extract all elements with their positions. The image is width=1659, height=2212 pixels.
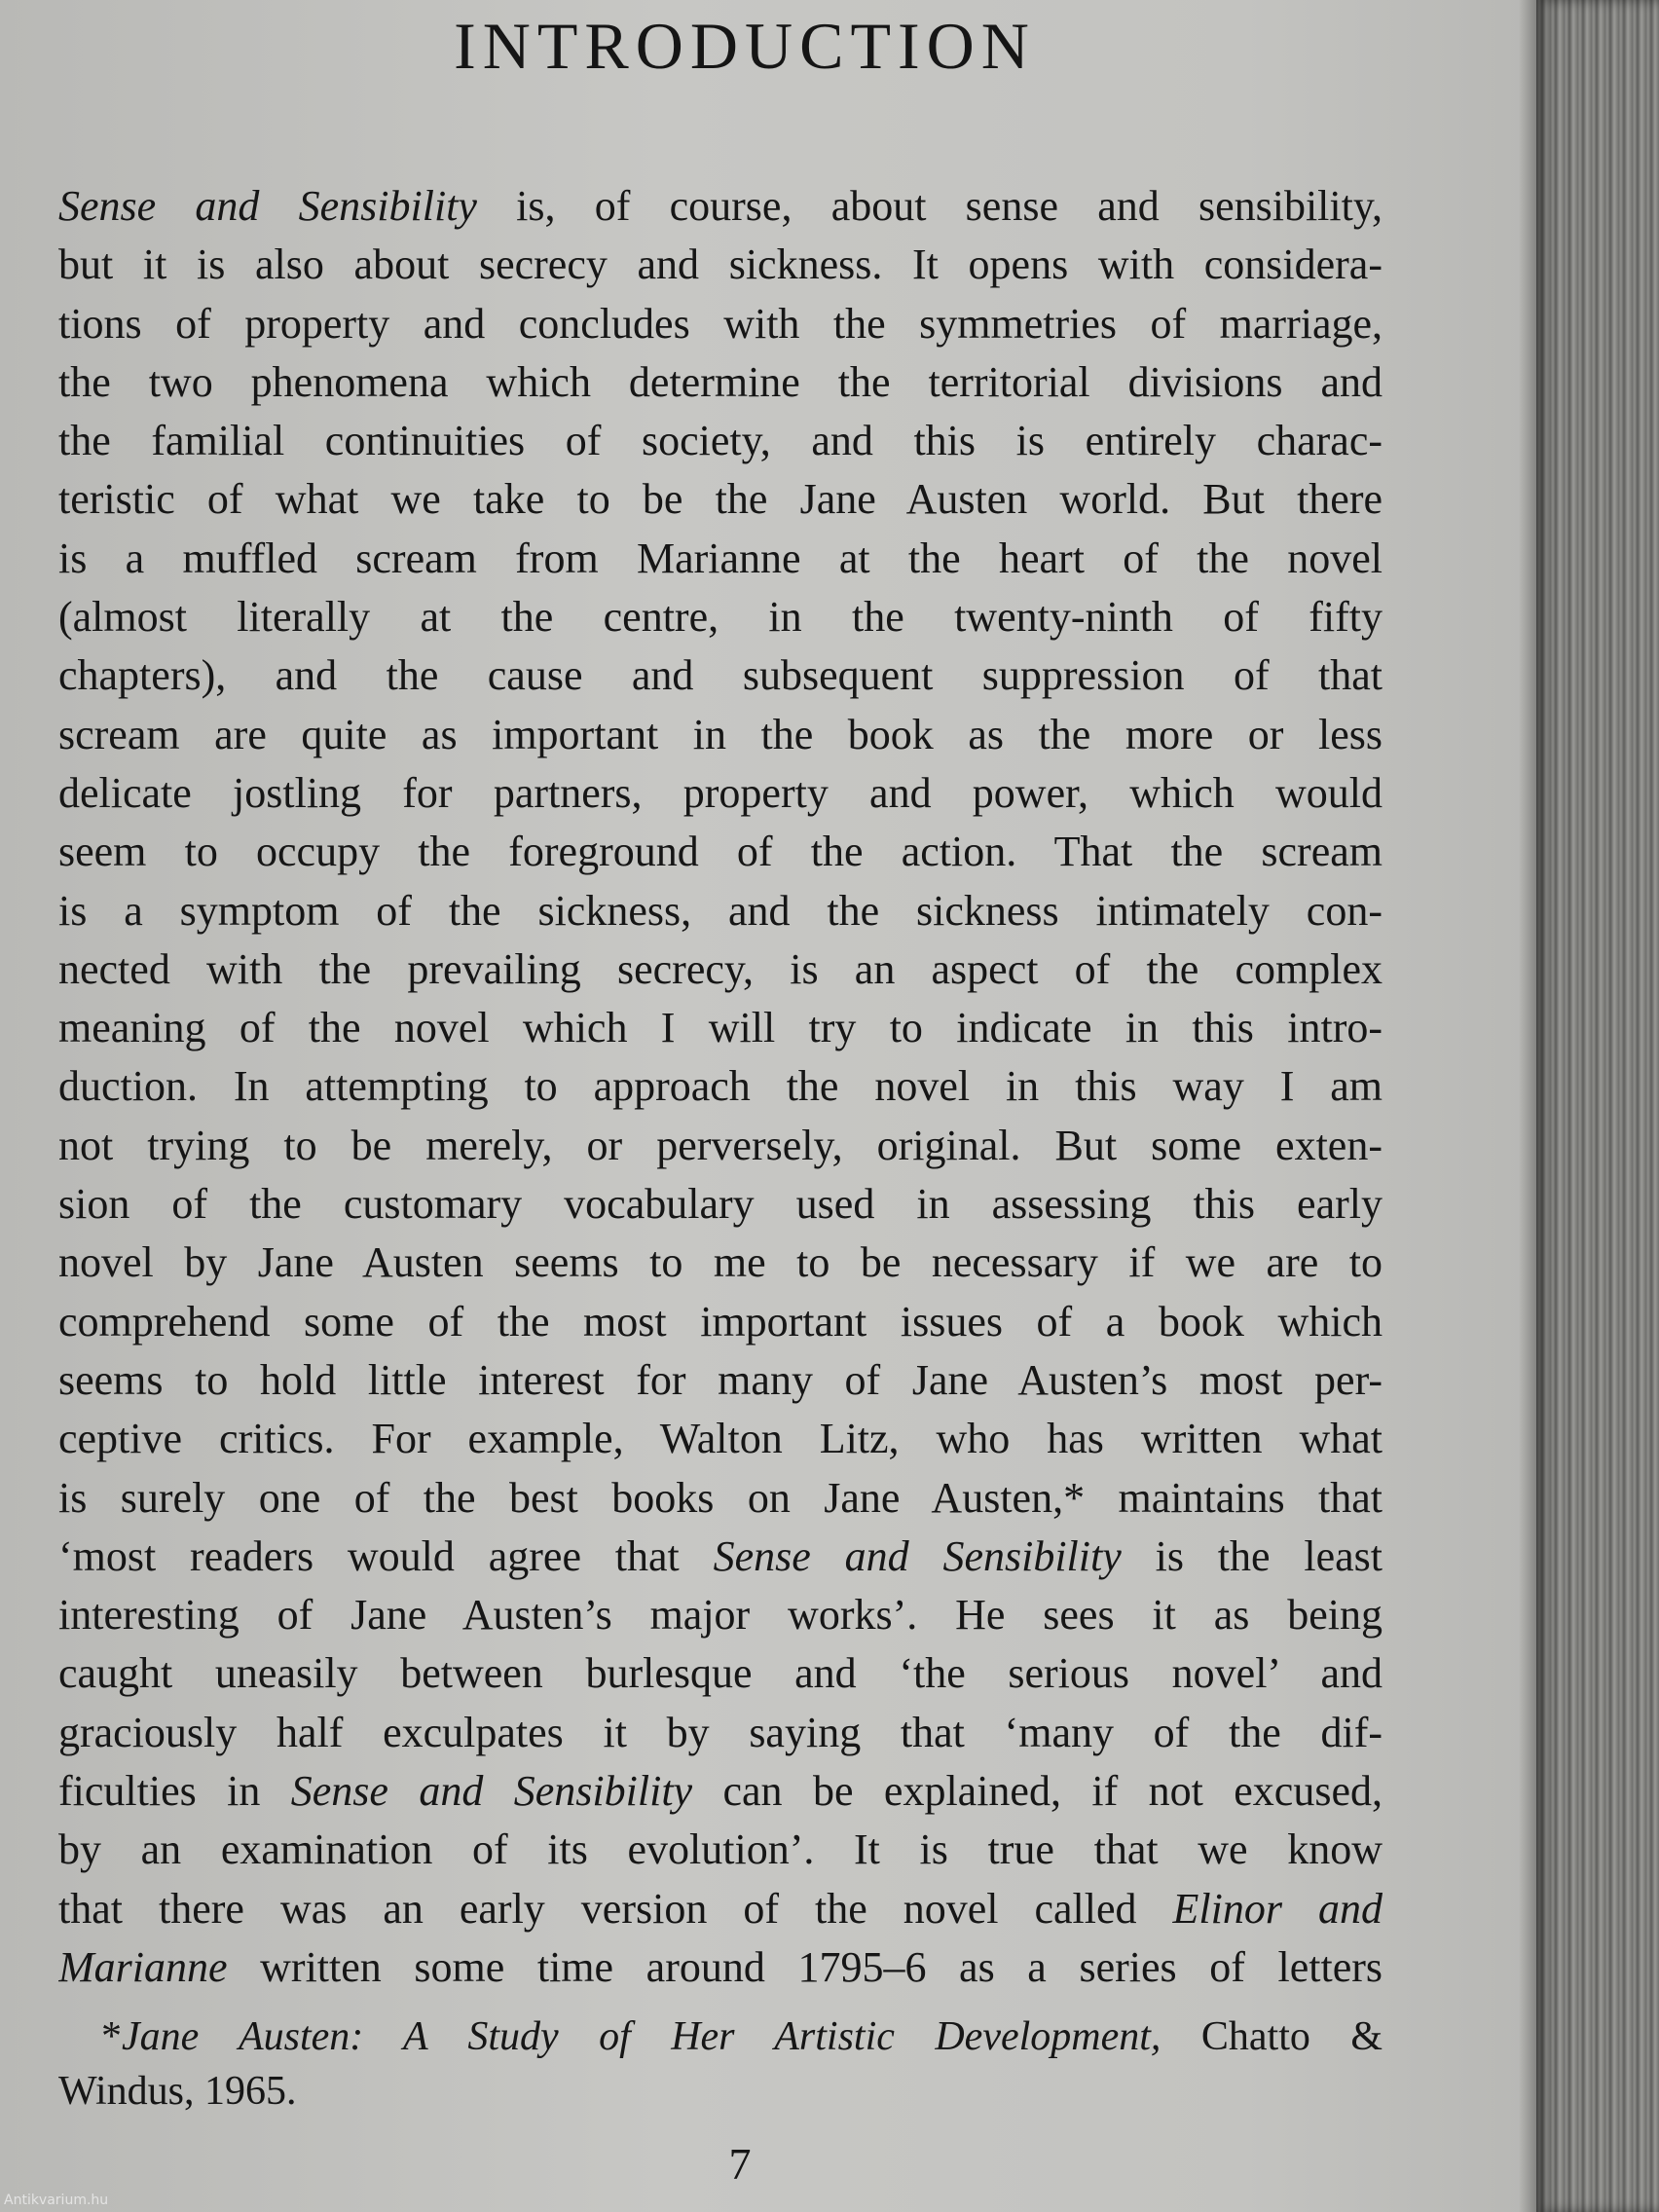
footnote xyxy=(58,2009,1382,2119)
body-line xyxy=(58,1410,1382,1468)
body-line xyxy=(58,940,1382,999)
footnote-line xyxy=(58,2064,1382,2119)
body-text: scream are quite as important in the book as the more or less xyxy=(58,710,1382,758)
body-text: by an examination of its evolution’. It is true that we know xyxy=(58,1825,1382,1874)
body-line xyxy=(58,1938,1382,1997)
body-text: novel by Jane Austen seems to me to be necessary if we are to xyxy=(58,1238,1382,1287)
body-line xyxy=(58,295,1382,353)
body-line xyxy=(58,1175,1382,1234)
body-line xyxy=(58,646,1382,705)
body-line xyxy=(58,1057,1382,1116)
body-text: graciously half exculpates it by saying that ‘many of the dif- xyxy=(58,1708,1382,1756)
body-text: the two phenomena which determine the territorial divisions and xyxy=(58,357,1382,406)
body-text: chapters), and the cause and subsequent suppression of that xyxy=(58,651,1382,700)
body-line xyxy=(58,530,1382,588)
book-page xyxy=(58,0,1382,2212)
chapter-heading: INTRODUCTION xyxy=(454,9,1036,83)
footnote-italic-title: Jane Austen: A Study of Her Artistic Development, xyxy=(122,2014,1161,2059)
body-line xyxy=(58,764,1382,823)
footnote-text: Chatto & xyxy=(1161,2014,1382,2059)
body-line xyxy=(58,1586,1382,1644)
body-text: not trying to be merely, or perversely, original. But some exten- xyxy=(58,1121,1382,1169)
body-text: ficulties in xyxy=(58,1767,291,1816)
body-text: comprehend some of the most important issues of a book which xyxy=(58,1297,1382,1346)
body-text: but it is also about secrecy and sickness. It opens with considera- xyxy=(58,240,1382,289)
body-text: can be explained, if not excused, xyxy=(692,1767,1382,1816)
body-text: is, of course, about sense and sensibility, xyxy=(476,182,1382,230)
body-text: sion of the customary vocabulary used in assessing this early xyxy=(58,1180,1382,1229)
body-line xyxy=(58,999,1382,1057)
body-line xyxy=(58,1293,1382,1351)
body-line xyxy=(58,1821,1382,1879)
body-text: teristic of what we take to be the Jane Austen world. But there xyxy=(58,475,1382,524)
body-text: (almost literally at the centre, in the twenty-ninth of fifty xyxy=(58,593,1382,642)
body-italic-title: Sense and Sensibility xyxy=(713,1531,1122,1580)
body-text: nected with the prevailing secrecy, is an aspect of the complex xyxy=(58,944,1382,993)
footnote-text: * xyxy=(101,2014,122,2059)
body-text: ‘most readers would agree that xyxy=(58,1531,714,1580)
body-text: written some time around 1795–6 as a series of letters xyxy=(227,1942,1382,1991)
body-text: tions of property and concludes with the symmetries of marriage, xyxy=(58,299,1382,348)
body-line xyxy=(58,1117,1382,1175)
body-line xyxy=(58,1351,1382,1410)
body-line xyxy=(58,588,1382,646)
page-number: 7 xyxy=(728,2139,752,2189)
body-line xyxy=(58,1469,1382,1528)
body-text: duction. In attempting to approach the novel in this way I am xyxy=(58,1062,1382,1111)
body-line xyxy=(58,353,1382,412)
body-text: ceptive critics. For example, Walton Litz, who has written what xyxy=(58,1415,1382,1463)
body-text: is a muffled scream from Marianne at the heart of the novel xyxy=(58,534,1382,582)
body-line xyxy=(58,706,1382,764)
body-italic-title: Sense and Sensibility xyxy=(58,182,477,230)
book-page-edges xyxy=(1536,0,1659,2212)
body-text: is a symptom of the sickness, and the sickness intimately con- xyxy=(58,886,1382,935)
body-line xyxy=(58,412,1382,470)
body-line xyxy=(58,1880,1382,1938)
body-line xyxy=(58,236,1382,294)
body-italic-title: Marianne xyxy=(58,1942,228,1991)
footnote-line xyxy=(58,2009,1382,2064)
body-text: seem to occupy the foreground of the action. That the scream xyxy=(58,828,1382,876)
body-line xyxy=(58,1234,1382,1292)
body-text: that there was an early version of the novel called xyxy=(58,1884,1173,1933)
body-text: meaning of the novel which I will try to indicate in this intro- xyxy=(58,1004,1382,1052)
body-italic-title: Elinor and xyxy=(1172,1884,1382,1933)
body-line xyxy=(58,1762,1382,1821)
body-text xyxy=(58,177,1382,1997)
body-line xyxy=(58,882,1382,940)
body-line xyxy=(58,1644,1382,1703)
watermark: Antikvarium.hu xyxy=(4,2193,109,2208)
body-line xyxy=(58,1704,1382,1762)
body-italic-title: Sense and Sensibility xyxy=(290,1767,693,1816)
body-text: is the least xyxy=(1121,1531,1382,1580)
body-text: caught uneasily between burlesque and ‘the serious novel’ and xyxy=(58,1649,1382,1698)
footnote-text: Windus, 1965. xyxy=(58,2069,297,2114)
body-text: the familial continuities of society, and this is entirely charac- xyxy=(58,417,1382,465)
body-text: is surely one of the best books on Jane Austen,* maintains that xyxy=(58,1473,1382,1522)
body-line xyxy=(58,177,1382,236)
body-line xyxy=(58,1528,1382,1586)
body-text: seems to hold little interest for many of Jane Austen’s most per- xyxy=(58,1355,1382,1404)
body-line xyxy=(58,823,1382,881)
body-text: interesting of Jane Austen’s major works’. He sees it as being xyxy=(58,1591,1382,1640)
body-text: delicate jostling for partners, property and power, which would xyxy=(58,768,1382,817)
body-line xyxy=(58,470,1382,529)
